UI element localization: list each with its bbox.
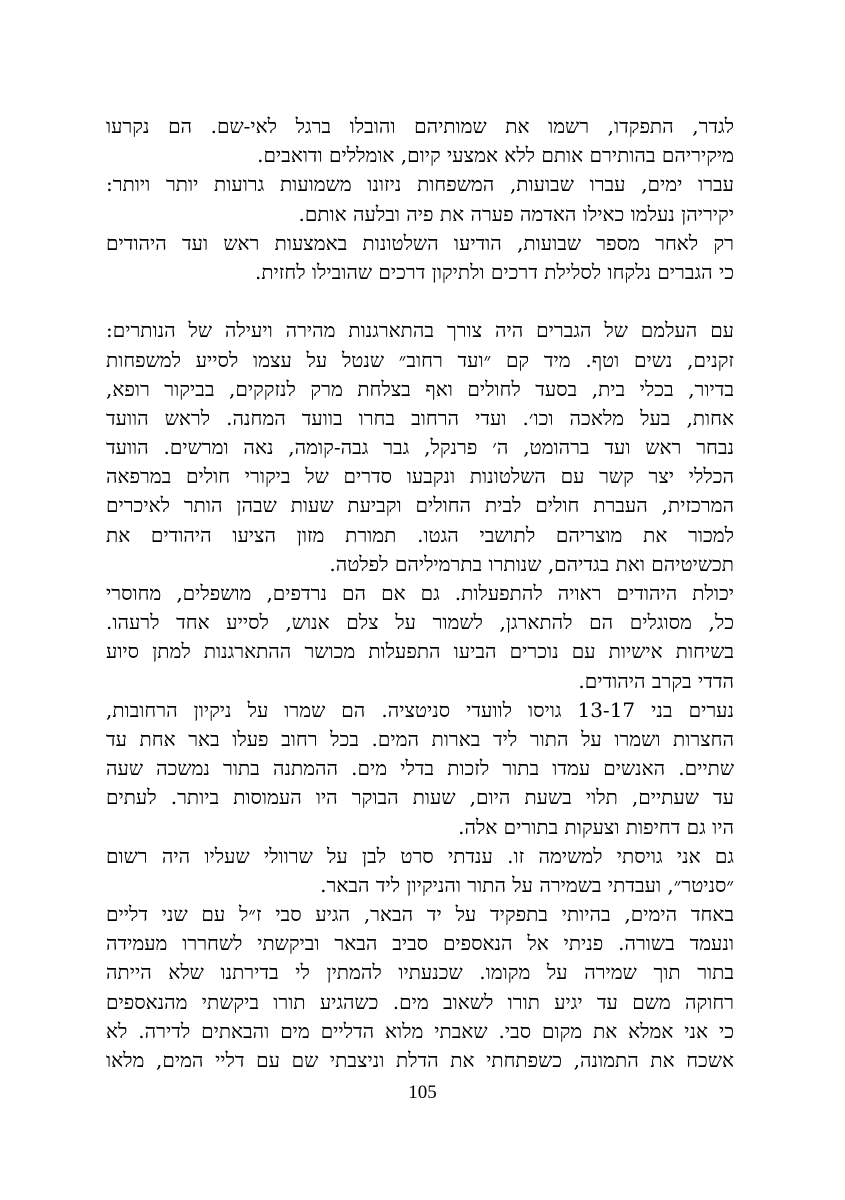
- text-line: רק לאחר מספר שבועות, הודיעו השלטונות באמצעות ראש ועד היהודים: [106, 230, 734, 255]
- text-line: עם העלמם של הגברים היה צורך בהתארגנות מהירה ויעילה של הנותרים:: [106, 318, 734, 343]
- text-line: המרכזית, העברת חולים לבית החולים וקביעת שעות שבהן הותר לאיכרים: [106, 493, 734, 518]
- text-line: היו גם דחיפות וצעקות בתורים אלה.: [458, 814, 734, 839]
- text-line: באחד הימים, בהיותי בתפקיד על יד הבאר, הגיע סבי ז״ל עם שני דליים: [106, 902, 734, 927]
- text-line: אחות, בעל מלאכה וכו׳. ועדי הרחוב בחרו בוועד המחנה. לראש הוועד: [106, 405, 734, 430]
- text-line: רחוקה משם עד יגיע תורו לשאוב מים. כשהגיע תורו ביקשתי מהנאספים: [106, 989, 734, 1014]
- text-line: כי הגברים נלקחו לסלילת דרכים ולתיקון דרכים שהובילו לחזית.: [255, 259, 734, 284]
- body-text: [106, 112, 734, 1075]
- text-line: עד שעתיים, תלוי בשעת היום, שעות הבוקר היו העמוסות ביותר. לעתים: [106, 785, 734, 810]
- text-line: הדדי בקרב היהודים.: [578, 668, 734, 693]
- text-line: זקנים, נשים וטף. מיד קם ״ועד רחוב״ שנטל על עצמו לסייע למשפחות: [106, 347, 734, 372]
- text-line: החצרות ושמרו על התור ליד בארות המים. בכל רחוב פעלו באר אחת עד: [106, 726, 734, 751]
- text-line: למכור את מוצריהם לתושבי הגטו. תמורת מזון הציעו היהודים את: [106, 522, 734, 547]
- text-line: בתור תוך שמירה על מקומו. שכנעתיו להמתין לי בדירתנו שלא הייתה: [106, 960, 734, 985]
- text-line: כל, מסוגלים הם להתארגן, לשמור על צלם אנוש, לסייע אחד לרעהו.: [106, 610, 734, 635]
- text-line: לגדר, התפקדו, רשמו את שמותיהם והובלו ברגל לאי-שם. הם נקרעו: [106, 114, 734, 138]
- text-line: כי אני אמלא את מקום סבי. שאבתי מלוא הדליים מים והבאתים לדירה. לא: [106, 1018, 734, 1043]
- text-line: ״סניטר״, ועבדתי בשמירה על התור והניקיון ליד הבאר.: [320, 872, 734, 897]
- text-line: תכשיטיהם ואת בגדיהם, שנותרו בתרמיליהם לפלטה.: [329, 551, 734, 576]
- text-line: נבחר ראש ועד ברהומט, ה׳ פרנקל, גבר גבה-קומה, נאה ומרשים. הוועד: [106, 435, 734, 460]
- text-line: אשכח את התמונה, כשפתחתי את הדלת וניצבתי שם עם דליי המים, מלאו: [106, 1048, 734, 1072]
- text-line: גם אני גויסתי למשימה זו. ענדתי סרט לבן על שרוולי שעליו היה רשום: [106, 843, 734, 868]
- text-line: מיקיריהם בהותירם אותם ללא אמצעי קיום, אומללים ודואבים.: [257, 143, 734, 168]
- text-line: יקיריהן נעלמו כאילו האדמה פערה את פיה ובלעה אותם.: [298, 201, 734, 226]
- text-line: יכולת היהודים ראויה להתפעלות. גם אם הם נרדפים, מושפלים, מחוסרי: [106, 581, 734, 605]
- text-line: הכללי יצר קשר עם השלטונות ונקבעו סדרים של ביקורי חולים במרפאה: [106, 464, 734, 489]
- text-line: בדיור, בכלי בית, בסעד לחולים ואף בצלחת מרק לנזקקים, בביקור רופא,: [106, 376, 734, 401]
- text-line: שתיים. האנשים עמדו בתור לזכות בדלי מים. ההמתנה בתור נמשכה שעה: [106, 756, 734, 781]
- text-line: נערים בני 13-17 גויסו לוועדי סניטציה. הם שמרו על ניקיון הרחובות,: [106, 697, 734, 722]
- page-number: 105: [408, 1082, 437, 1103]
- text-line: ונעמד בשורה. פניתי אל הנאספים סביב הבאר וביקשתי לשחררו מעמידה: [106, 931, 734, 956]
- text-line: בשיחות אישיות עם נוכרים הביעו התפעלות מכושר ההתארגנות למתן סיוע: [106, 639, 734, 664]
- text-line: עברו ימים, עברו שבועות, המשפחות ניזונו משמועות גרועות יותר ויותר:: [106, 172, 734, 197]
- paragraph-gap: [106, 287, 734, 316]
